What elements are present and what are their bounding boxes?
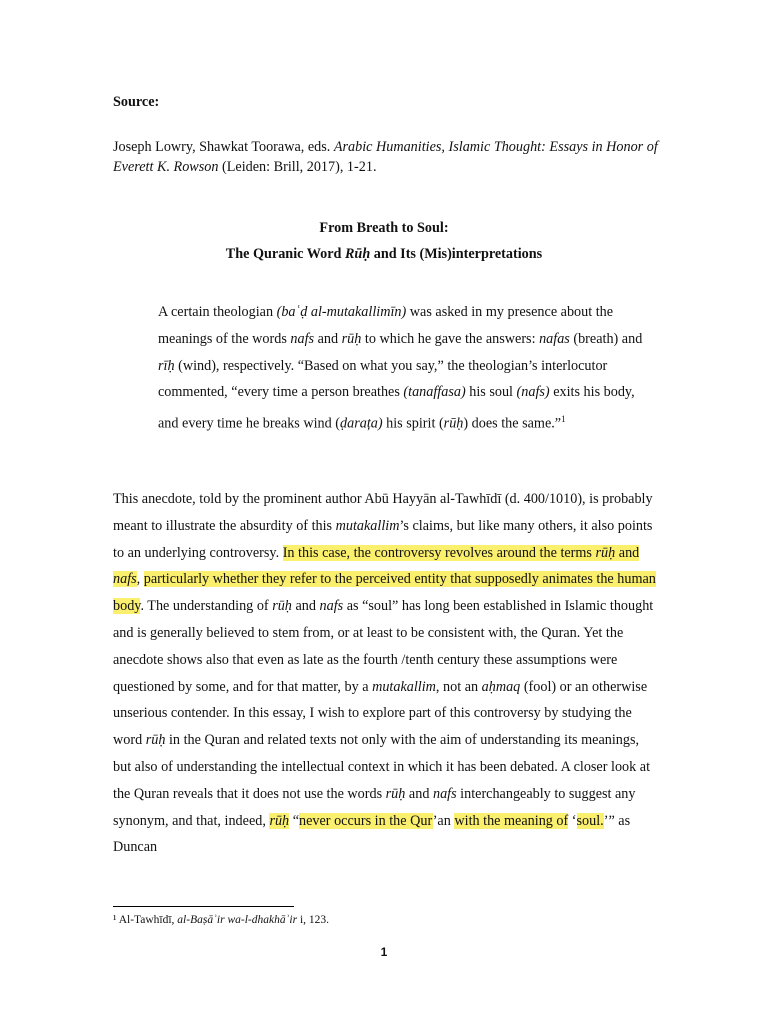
title-text: The Quranic Word bbox=[225, 246, 345, 262]
quote-term: ḍarața) bbox=[340, 415, 383, 432]
citation-authors: Joseph Lowry, Shawkat Toorawa, eds. bbox=[113, 139, 334, 155]
highlighted-text: and bbox=[615, 544, 640, 561]
highlighted-text: particularly whether they refer to the perceived entity that supposedly animates the human body bbox=[113, 571, 656, 615]
quote-term: nafas bbox=[539, 330, 570, 347]
body-text: , not an bbox=[435, 678, 482, 695]
quote-term: (nafs) bbox=[516, 384, 550, 401]
body-paragraph bbox=[113, 486, 658, 861]
quote-text: (breath) and bbox=[569, 330, 643, 347]
body-term: nafs bbox=[432, 785, 457, 802]
quote-text: his spirit ( bbox=[382, 415, 444, 432]
article-title-line1: From Breath to Soul: bbox=[319, 220, 449, 236]
body-text: interchangeably to suggest any synonym, and that, indeed, bbox=[113, 785, 636, 829]
quote-text: and bbox=[314, 330, 342, 347]
highlighted-text: soul. bbox=[576, 812, 604, 829]
citation-book-title: Arabic Humanities, Islamic Thought: Essays in Honor of Everett K. Rowson bbox=[113, 139, 658, 175]
title-text: and Its (Mis)interpretations bbox=[370, 246, 543, 262]
quote-term: (baʿḍ al-mutakallimīn) bbox=[276, 304, 407, 320]
title-term: Rūḥ bbox=[344, 246, 371, 262]
citation-publication: (Leiden: Brill, 2017), 1-21. bbox=[218, 159, 377, 175]
article-title-line2 bbox=[0, 246, 768, 263]
highlighted-term: nafs bbox=[113, 571, 137, 588]
body-text: as “soul” has long been established in Islamic thought and is generally believed to stem from, or at least to be consistent with, the Quran. Yet the anecdote shows also that even as late as the fourth /tenth century these assumptions were questioned by some, and for that matter, by a bbox=[113, 598, 654, 695]
quote-text: ) does the same.” bbox=[463, 415, 562, 432]
quote-text: was asked in my presence about the meanings of the words bbox=[158, 304, 614, 347]
highlighted-term: rūḥ bbox=[269, 812, 290, 829]
footnote-divider bbox=[113, 906, 294, 907]
body-text: . The understanding of bbox=[140, 598, 273, 615]
page-number: 1 bbox=[380, 945, 388, 959]
footnote-number: ¹ bbox=[113, 914, 117, 926]
body-text: ’an bbox=[432, 812, 455, 829]
body-text: ‘ bbox=[568, 812, 577, 829]
quote-term: rūḥ bbox=[341, 330, 362, 347]
body-text: and bbox=[291, 598, 320, 615]
body-text: ’s claims, but like many others, it also points to an underlying controversy. bbox=[113, 517, 653, 561]
body-term: rūḥ bbox=[272, 598, 292, 615]
highlighted-text: In this case, the controversy revolves around the terms bbox=[282, 544, 596, 561]
footnote-reference[interactable]: 1 bbox=[561, 414, 566, 425]
body-text: in the Quran and related texts not only with the aim of understanding its meanings, but also of understanding the intellectual context in which it has been debated. A closer look at the Quran reveals that it does not use the words bbox=[113, 732, 651, 802]
body-term: mutakallim bbox=[335, 517, 400, 534]
quote-term: (tanaffasa) bbox=[403, 384, 466, 401]
quote-text: exits his body, and every time he breaks wind ( bbox=[158, 384, 635, 432]
quote-term: nafs bbox=[290, 330, 315, 347]
source-label: Source: bbox=[113, 94, 160, 110]
quote-text: (wind), respectively. “Based on what you say,” the theologian’s interlocutor commented, “every time a person breathes bbox=[158, 357, 608, 401]
quote-term: rīḥ bbox=[158, 357, 175, 374]
footnote-text: i, 123. bbox=[297, 914, 330, 926]
body-term: nafs bbox=[319, 598, 344, 615]
body-term: rūḥ bbox=[385, 785, 406, 802]
highlighted-term: rūḥ bbox=[595, 544, 616, 561]
block-quote bbox=[158, 299, 648, 438]
footnote-work-title: al-Baṣāʾir wa-l-dhakhāʾir bbox=[177, 914, 298, 926]
body-term: mutakallim bbox=[372, 678, 436, 695]
body-text: and bbox=[405, 785, 433, 802]
body-text: (fool) or an otherwise unserious contender. In this essay, I wish to explore part of this controversy by studying the word bbox=[113, 678, 648, 749]
body-text: , bbox=[136, 571, 144, 588]
quote-text: his soul bbox=[465, 384, 517, 401]
body-term: rūḥ bbox=[145, 732, 166, 749]
footnote bbox=[113, 914, 329, 926]
quote-text: to which he gave the answers: bbox=[361, 330, 540, 347]
quote-term: rūḥ bbox=[443, 415, 464, 432]
highlighted-text: never occurs in the Qur bbox=[299, 812, 433, 829]
body-term: aḥmaq bbox=[481, 678, 521, 695]
footnote-text: Al-Tawhīdī, bbox=[116, 914, 178, 926]
body-text: ’” as Duncan bbox=[113, 812, 631, 856]
highlighted-text: with the meaning of bbox=[454, 812, 569, 829]
body-text: This anecdote, told by the prominent author Abū Hayyān al-Tawhīdī (d. 400/1010), is probably meant to illustrate the absurdity of this bbox=[113, 491, 653, 534]
body-text: “ bbox=[289, 812, 300, 829]
citation bbox=[113, 137, 658, 177]
quote-text: A certain theologian bbox=[158, 304, 277, 320]
